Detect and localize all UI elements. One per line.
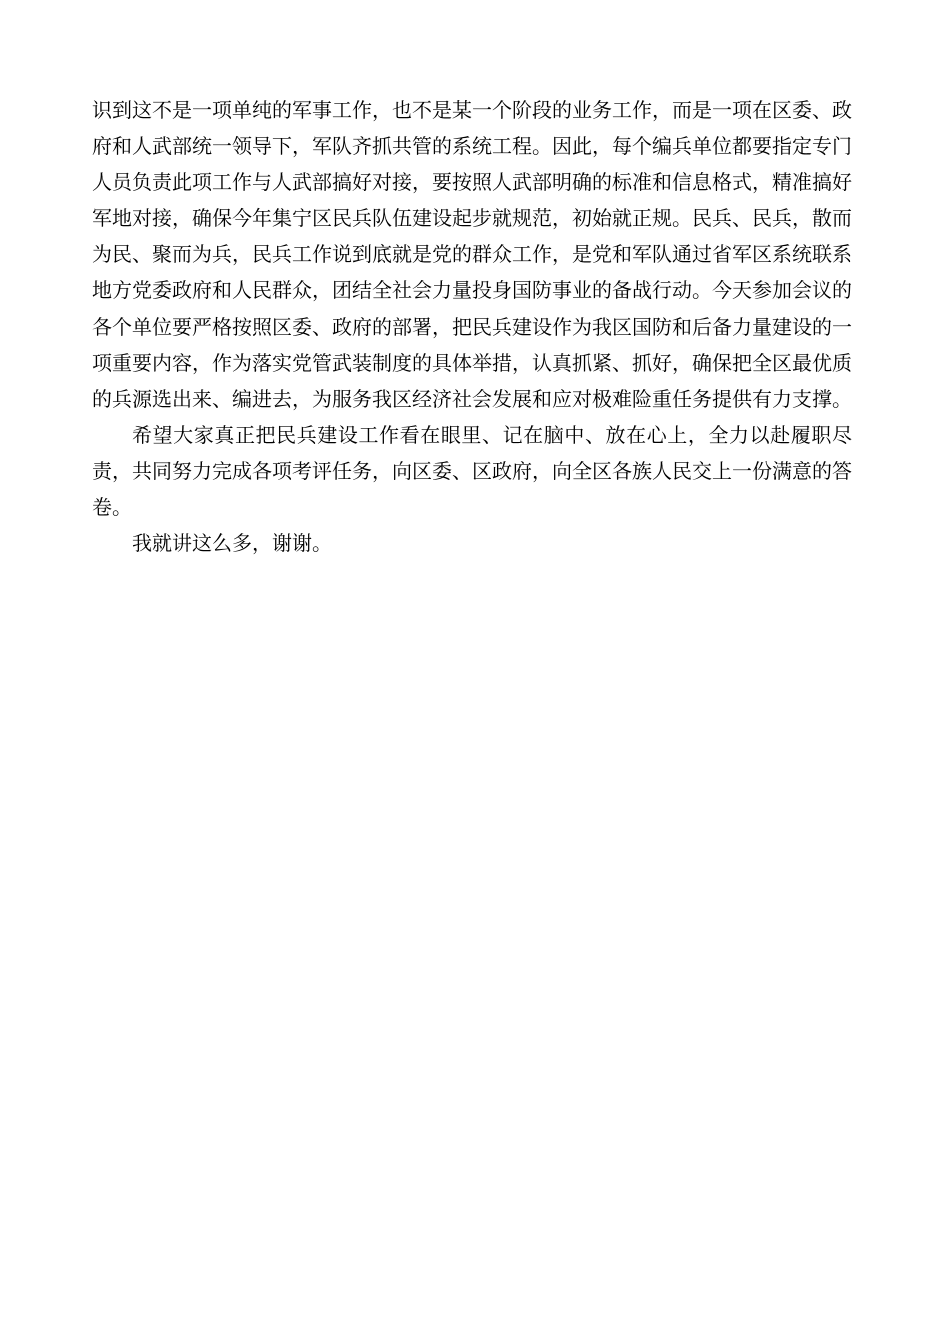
paragraph-closing-thanks: 我就讲这么多，谢谢。 (132, 531, 332, 556)
document-page (92, 92, 852, 561)
paragraph-closing-hope: 希望大家真正把民兵建设工作看在眼里、记在脑中、放在心上，全力以赴履职尽责，共同努力完成各项考评任务，向区委、区政府，向全区各族人民交上一份满意的答卷。 (92, 422, 852, 520)
paragraph-continuation: 识到这不是一项单纯的军事工作，也不是某一个阶段的业务工作，而是一项在区委、政府和人武部统一领导下，军队齐抓共管的系统工程。因此，每个编兵单位都要指定专门人员负责此项工作与人武部搞好对接，要按照人武部明确的标准和信息格式，精准搞好军地对接，确保今年集宁区民兵队伍建设起步就规范，初始就正规。民兵、民兵，散而为民、聚而为兵，民兵工作说到底就是党的群众工作，是党和军队通过省军区系统联系地方党委政府和人民群众，团结全社会力量投身国防事业的备战行动。今天参加会议的各个单位要严格按照区委、政府的部署，把民兵建设作为我区国防和后备力量建设的一项重要内容，作为落实党管武装制度的具体举措，认真抓紧、抓好，确保把全区最优质的兵源选出来、编进去，为服务我区经济社会发展和应对极难险重任务提供有力支撑。 (92, 98, 852, 411)
